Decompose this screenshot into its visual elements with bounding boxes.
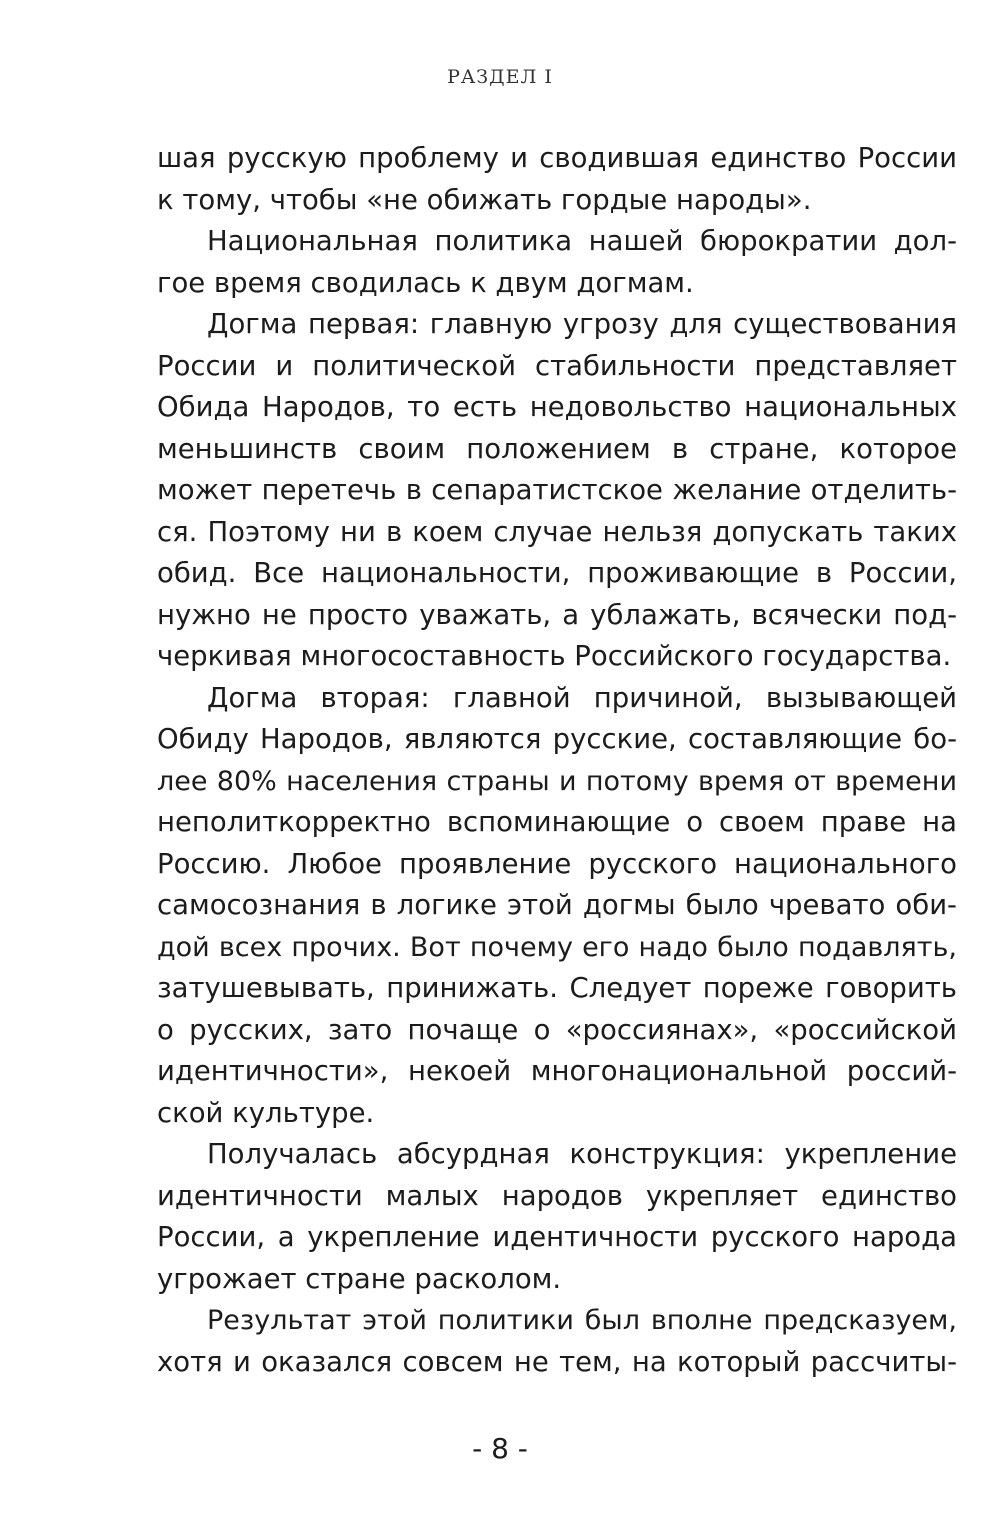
- text-line: гое время сводилась к двум догмам.: [157, 266, 694, 299]
- paragraph: [157, 138, 957, 221]
- text-line: дой всех прочих. Вот почему его надо было подавлять,: [157, 931, 957, 963]
- paragraph: [157, 678, 957, 1135]
- paragraph: [157, 1300, 957, 1383]
- text-line: лее 80% населения страны и потому время от времени: [157, 765, 957, 797]
- text-line: Догма вторая: главной причиной, вызывающей: [207, 681, 957, 714]
- text-line: к тому, чтобы «не обижать гордые народы».: [157, 183, 812, 216]
- text-line: Национальная политика нашей бюрократии дол-: [207, 225, 957, 257]
- text-line: идентичности», некоей многонациональной россий-: [157, 1055, 957, 1087]
- text-line: Догма первая: главную угрозу для существования: [207, 308, 957, 340]
- paragraph: [157, 1134, 957, 1300]
- text-line: меньшинств своим положением в стране, которое: [157, 432, 957, 465]
- text-line: России, а укрепление идентичности русского народа: [157, 1221, 957, 1253]
- text-line: ся. Поэтому ни в коем случае нельзя допускать таких: [157, 515, 957, 548]
- text-line: ской культуре.: [157, 1096, 375, 1129]
- text-line: нужно не просто уважать, а ублажать, всячески под-: [157, 598, 957, 631]
- text-line: Обиду Народов, являются русские, составляющие бо-: [157, 723, 957, 755]
- text-line: угрожает стране расколом.: [157, 1262, 562, 1295]
- text-line: неполиткорректно вспоминающие о своем праве на: [157, 806, 957, 838]
- text-line: самосознания в логике этой догмы было чревато оби-: [157, 889, 957, 921]
- text-line: Результат этой политики был вполне предсказуем,: [207, 1305, 957, 1336]
- running-head: РАЗДЕЛ I: [447, 66, 553, 88]
- text-line: хотя и оказался совсем не тем, на который рассчиты-: [157, 1345, 957, 1378]
- text-line: затушевывать, принижать. Следует пореже говорить: [157, 972, 957, 1004]
- body-text: [157, 138, 957, 1383]
- text-line: идентичности малых народов укрепляет единство: [157, 1179, 957, 1212]
- text-line: Россию. Любое проявление русского национального: [157, 847, 957, 880]
- text-line: Обида Народов, то есть недовольство национальных: [157, 391, 957, 423]
- text-line: черкивая многосоставность Российского государства.: [157, 640, 952, 672]
- text-line: шая русскую проблему и сводившая единство России: [157, 142, 957, 174]
- paragraph: [157, 304, 957, 678]
- text-line: Получалась абсурдная конструкция: укрепление: [207, 1138, 957, 1170]
- text-line: о русских, зато почаще о «россиянах», «российской: [157, 1013, 957, 1046]
- text-line: обид. Все национальности, проживающие в России,: [157, 557, 957, 589]
- text-line: России и политической стабильности представляет: [157, 349, 957, 382]
- paragraph: [157, 221, 957, 304]
- page-number: - 8 -: [472, 1432, 528, 1465]
- text-line: может перетечь в сепаратистское желание отделить-: [157, 474, 957, 506]
